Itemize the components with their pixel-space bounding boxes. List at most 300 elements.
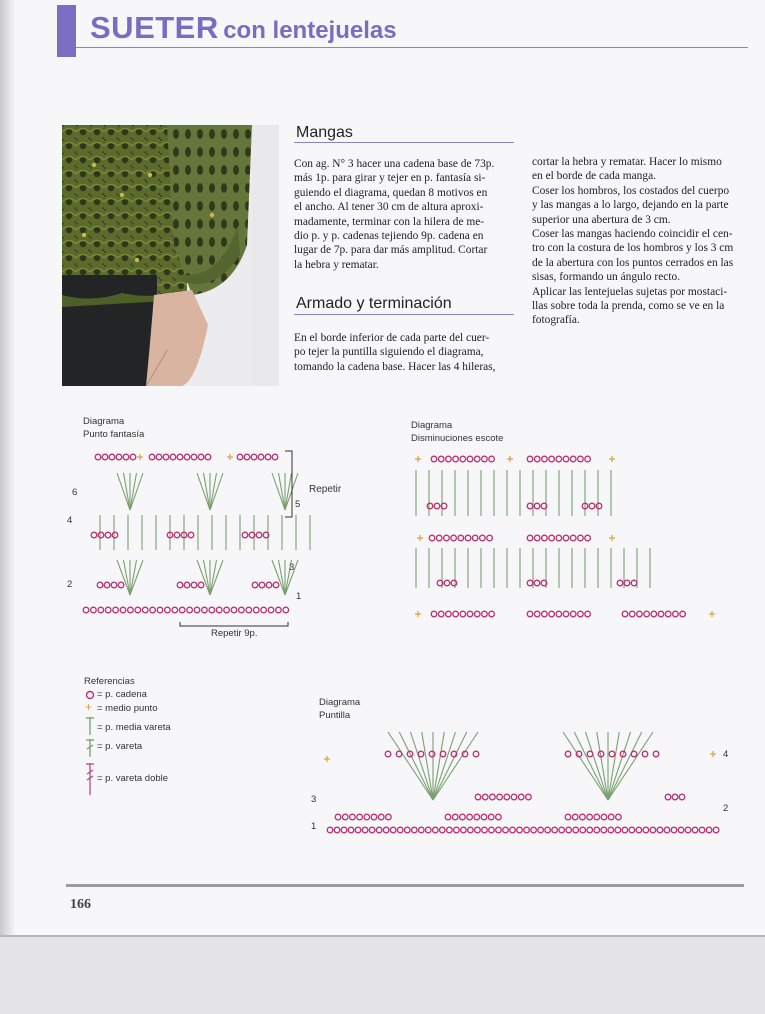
diagram-puntilla-subtitle: Puntilla bbox=[319, 710, 351, 721]
double-stitch-icon bbox=[130, 560, 143, 595]
chain-stitch-icon bbox=[566, 827, 572, 833]
chain-stitch-icon bbox=[135, 607, 141, 613]
text-line: tro con la costura de los hombros y los 3 cm bbox=[532, 242, 734, 255]
row-label-3: 3 bbox=[289, 562, 295, 573]
chain-stitch-icon bbox=[475, 794, 481, 800]
diagram-fantasia-title: Diagrama bbox=[83, 416, 125, 427]
double-stitch-icon bbox=[272, 473, 285, 510]
chain-stitch-icon bbox=[246, 607, 252, 613]
chain-stitch-icon bbox=[427, 503, 433, 509]
chain-stitch-icon bbox=[444, 580, 450, 586]
chain-stitch-icon bbox=[113, 607, 119, 613]
chain-stitch-icon bbox=[524, 827, 530, 833]
text-line: fotografía. bbox=[532, 314, 580, 327]
chain-stitch-icon bbox=[664, 827, 670, 833]
chain-stitch-icon bbox=[631, 751, 637, 757]
chain-stitch-icon bbox=[482, 794, 488, 800]
chain-stitch-icon bbox=[396, 751, 402, 757]
text-line: y las mangas a lo largo, dejando en la parte bbox=[532, 199, 729, 212]
chain-stitch-icon bbox=[587, 814, 593, 820]
chain-stitch-icon bbox=[580, 814, 586, 820]
chain-stitch-icon bbox=[490, 794, 496, 800]
chain-stitch-icon bbox=[266, 582, 272, 588]
chain-stitch-icon bbox=[334, 827, 340, 833]
chain-stitch-icon bbox=[496, 827, 502, 833]
section-rule-mangas bbox=[294, 142, 514, 143]
chain-stitch-icon bbox=[487, 535, 493, 541]
chain-stitch-icon bbox=[503, 827, 509, 833]
chain-stitch-icon bbox=[429, 535, 435, 541]
footer-rule bbox=[66, 884, 744, 887]
chain-stitch-icon bbox=[665, 611, 671, 617]
chain-stitch-icon bbox=[549, 611, 555, 617]
double-stitch-icon bbox=[130, 473, 137, 510]
chain-stitch-icon bbox=[510, 827, 516, 833]
chain-stitch-icon bbox=[585, 456, 591, 462]
chain-stitch-icon bbox=[644, 611, 650, 617]
chain-stitch-icon bbox=[451, 535, 457, 541]
chain-stitch-icon bbox=[563, 535, 569, 541]
double-stitch-icon bbox=[411, 732, 434, 800]
chain-stitch-icon bbox=[480, 535, 486, 541]
chain-stitch-icon bbox=[436, 535, 442, 541]
double-stitch-icon bbox=[204, 473, 211, 510]
title-accent-bar bbox=[57, 5, 76, 57]
chain-stitch-icon bbox=[276, 607, 282, 613]
reference-single-crochet: = medio punto bbox=[97, 703, 158, 714]
text-line: tomando la cadena base. Hacer las 4 hileras, bbox=[294, 360, 496, 373]
chain-stitch-icon bbox=[242, 532, 248, 538]
text-line: Con ag. N° 3 hacer una cadena base de 73p. bbox=[294, 158, 495, 170]
chain-stitch-icon bbox=[431, 611, 437, 617]
chain-stitch-icon bbox=[585, 535, 591, 541]
chain-stitch-icon bbox=[460, 456, 466, 462]
double-stitch-icon bbox=[130, 560, 137, 595]
chain-stitch-icon bbox=[563, 456, 569, 462]
double-stitch-icon bbox=[204, 560, 211, 595]
chain-stitch-icon bbox=[608, 827, 614, 833]
section-heading-armado: Armado y terminación bbox=[296, 295, 452, 312]
chain-stitch-icon bbox=[657, 827, 663, 833]
chain-stitch-icon bbox=[355, 827, 361, 833]
chain-stitch-icon bbox=[489, 456, 495, 462]
chain-stitch-icon bbox=[386, 814, 392, 820]
chain-stitch-icon bbox=[651, 611, 657, 617]
double-stitch-icon bbox=[433, 732, 478, 800]
double-stitch-icon bbox=[124, 560, 131, 595]
chain-stitch-icon bbox=[444, 535, 450, 541]
chain-stitch-icon bbox=[617, 580, 623, 586]
diagram-punto-fantasia bbox=[60, 445, 360, 645]
chain-stitch-icon bbox=[411, 827, 417, 833]
row-label-6: 6 bbox=[72, 487, 78, 498]
chain-stitch-icon bbox=[706, 827, 712, 833]
chain-stitch-icon bbox=[327, 827, 333, 833]
chain-stitch-icon bbox=[371, 814, 377, 820]
references-title: Referencias bbox=[84, 676, 135, 687]
chain-stitch-icon bbox=[601, 827, 607, 833]
chain-stitch-icon bbox=[253, 607, 259, 613]
chain-stitch-icon bbox=[573, 827, 579, 833]
diagram-puntilla-title: Diagrama bbox=[319, 697, 361, 708]
chain-stitch-icon bbox=[348, 827, 354, 833]
chain-stitch-icon bbox=[116, 454, 122, 460]
chain-stitch-icon bbox=[109, 454, 115, 460]
chain-stitch-icon bbox=[474, 456, 480, 462]
chain-stitch-icon bbox=[475, 827, 481, 833]
chain-stitch-icon bbox=[489, 611, 495, 617]
chain-stitch-icon bbox=[601, 814, 607, 820]
chain-stitch-icon bbox=[527, 611, 533, 617]
chain-stitch-icon bbox=[622, 611, 628, 617]
puntilla-row-2: 2 bbox=[723, 803, 729, 814]
chain-stitch-icon bbox=[434, 503, 440, 509]
chain-stitch-icon bbox=[95, 454, 101, 460]
chain-stitch-icon bbox=[488, 814, 494, 820]
double-stitch-icon bbox=[272, 560, 285, 595]
chain-stitch-icon bbox=[699, 827, 705, 833]
double-stitch-icon bbox=[279, 473, 286, 510]
chain-stitch-icon bbox=[570, 535, 576, 541]
double-stitch-icon bbox=[279, 560, 286, 595]
chain-stitch-icon bbox=[496, 814, 502, 820]
chain-stitch-icon bbox=[451, 580, 457, 586]
chain-stitch-icon bbox=[559, 827, 565, 833]
double-stitch-icon bbox=[608, 732, 642, 800]
text-line: llas sobre toda la prenda, como se ve en la bbox=[532, 300, 725, 313]
double-stitch-icon bbox=[285, 473, 292, 510]
chain-stitch-icon bbox=[538, 827, 544, 833]
double-stitch-icon bbox=[608, 732, 653, 800]
chain-stitch-icon bbox=[231, 607, 237, 613]
chain-stitch-icon bbox=[187, 607, 193, 613]
chain-stitch-icon bbox=[636, 827, 642, 833]
chain-stitch-icon bbox=[594, 827, 600, 833]
chain-stitch-icon bbox=[447, 827, 453, 833]
chain-stitch-icon bbox=[467, 814, 473, 820]
chain-stitch-icon bbox=[418, 751, 424, 757]
chain-stitch-icon bbox=[468, 827, 474, 833]
chain-stitch-icon bbox=[385, 751, 391, 757]
chain-stitch-icon bbox=[517, 827, 523, 833]
double-stitch-icon bbox=[130, 473, 143, 510]
chain-stitch-icon bbox=[473, 751, 479, 757]
chain-stitch-icon bbox=[680, 611, 686, 617]
diagram-puntilla bbox=[318, 712, 728, 840]
chain-stitch-icon bbox=[467, 611, 473, 617]
chain-stitch-icon bbox=[578, 611, 584, 617]
reference-half-double: = p. media vareta bbox=[97, 722, 171, 733]
chain-stitch-icon bbox=[383, 827, 389, 833]
chain-stitch-icon bbox=[111, 582, 117, 588]
chain-stitch-icon bbox=[629, 611, 635, 617]
puntilla-row-1: 1 bbox=[311, 821, 317, 832]
chain-stitch-icon bbox=[433, 827, 439, 833]
chain-stitch-icon bbox=[105, 607, 111, 613]
chain-stitch-icon bbox=[653, 751, 659, 757]
row-label-2: 2 bbox=[67, 579, 73, 590]
chain-stitch-icon bbox=[91, 607, 97, 613]
double-stitch-icon bbox=[117, 473, 130, 510]
chain-stitch-icon bbox=[527, 535, 533, 541]
chain-stitch-icon bbox=[142, 607, 148, 613]
chain-stitch-icon bbox=[198, 582, 204, 588]
text-line: po tejer la puntilla siguiendo el diagrama, bbox=[294, 346, 484, 359]
chain-stitch-icon bbox=[526, 794, 532, 800]
double-stitch-icon bbox=[210, 560, 217, 595]
chain-stitch-icon bbox=[481, 814, 487, 820]
diagram-disminuciones-escote bbox=[400, 448, 730, 628]
row-label-5: 5 bbox=[295, 499, 301, 510]
chain-stitch-icon bbox=[202, 607, 208, 613]
diagram-fantasia-subtitle: Punto fantasía bbox=[83, 429, 145, 440]
chain-stitch-icon bbox=[609, 751, 615, 757]
double-stitch-icon bbox=[608, 732, 631, 800]
text-line: sisas, formando un ángulo recto. bbox=[532, 271, 681, 284]
reference-double: = p. vareta bbox=[97, 741, 143, 752]
chain-stitch-icon bbox=[128, 607, 134, 613]
text-line: dio p. y p. cadenas tejiendo 9p. cadena en bbox=[294, 230, 484, 243]
text-line: cortar la hebra y rematar. Hacer lo mismo bbox=[532, 156, 722, 168]
double-stitch-icon bbox=[433, 732, 467, 800]
chain-stitch-icon bbox=[261, 607, 267, 613]
chain-stitch-icon bbox=[518, 794, 524, 800]
chain-stitch-icon bbox=[608, 814, 614, 820]
mangas-text bbox=[294, 157, 516, 272]
chain-stitch-icon bbox=[184, 582, 190, 588]
chain-stitch-icon bbox=[556, 456, 562, 462]
chain-stitch-icon bbox=[511, 794, 517, 800]
double-stitch-icon bbox=[197, 560, 210, 595]
chain-stitch-icon bbox=[198, 454, 204, 460]
repeat-side-label: Repetir bbox=[309, 484, 342, 495]
chain-stitch-icon bbox=[357, 814, 363, 820]
chain-stitch-icon bbox=[191, 582, 197, 588]
chain-stitch-icon bbox=[172, 607, 178, 613]
chain-stitch-icon bbox=[565, 751, 571, 757]
text-line: más 1p. para girar y tejer en p. fantasía si- bbox=[294, 172, 486, 185]
chain-stitch-icon bbox=[552, 827, 558, 833]
chain-stitch-icon bbox=[692, 827, 698, 833]
chain-stitch-icon bbox=[369, 827, 375, 833]
chain-stitch-icon bbox=[631, 580, 637, 586]
chain-stitch-icon bbox=[118, 582, 124, 588]
chain-stitch-icon bbox=[216, 607, 222, 613]
chain-stitch-icon bbox=[497, 794, 503, 800]
text-line: superior una abertura de 3 cm. bbox=[532, 213, 671, 226]
chain-stitch-icon bbox=[150, 607, 156, 613]
chain-stitch-icon bbox=[91, 532, 97, 538]
chain-stitch-icon bbox=[578, 456, 584, 462]
chain-stitch-icon bbox=[237, 454, 243, 460]
double-stitch-icon bbox=[388, 732, 433, 800]
chain-stitch-icon bbox=[527, 456, 533, 462]
double-stitch-icon bbox=[586, 732, 609, 800]
next-page-edge bbox=[0, 935, 765, 1014]
chain-stitch-icon bbox=[461, 827, 467, 833]
chain-stitch-icon bbox=[283, 607, 289, 613]
chain-stitch-icon bbox=[460, 611, 466, 617]
chain-stitch-icon bbox=[615, 827, 621, 833]
chain-stitch-icon bbox=[637, 611, 643, 617]
chain-stitch-icon bbox=[438, 611, 444, 617]
chain-stitch-icon bbox=[460, 814, 466, 820]
chain-stitch-icon bbox=[179, 607, 185, 613]
text-line: guiendo el diagrama, quedan 8 motivos en bbox=[294, 186, 488, 199]
chain-stitch-icon bbox=[446, 456, 452, 462]
chain-stitch-icon bbox=[256, 532, 262, 538]
chain-stitch-icon bbox=[376, 827, 382, 833]
chain-stitch-icon bbox=[465, 535, 471, 541]
text-line: en el borde de cada manga. bbox=[532, 170, 656, 183]
chain-stitch-icon bbox=[244, 454, 250, 460]
chain-stitch-icon bbox=[585, 611, 591, 617]
chain-stitch-icon bbox=[673, 611, 679, 617]
chain-stitch-icon bbox=[534, 580, 540, 586]
chain-stitch-icon bbox=[578, 535, 584, 541]
text-line: la hebra y rematar. bbox=[294, 258, 379, 271]
chain-stitch-icon bbox=[98, 532, 104, 538]
chain-stitch-icon bbox=[467, 456, 473, 462]
chain-stitch-icon bbox=[163, 454, 169, 460]
chain-stitch-icon bbox=[658, 611, 664, 617]
chain-stitch-icon bbox=[596, 503, 602, 509]
chain-stitch-icon bbox=[364, 814, 370, 820]
double-stitch-icon bbox=[399, 732, 433, 800]
chain-stitch-icon bbox=[112, 532, 118, 538]
reference-treble: = p. vareta doble bbox=[97, 773, 169, 784]
chain-stitch-icon bbox=[452, 814, 458, 820]
chain-stitch-icon bbox=[342, 814, 348, 820]
chain-stitch-icon bbox=[83, 607, 89, 613]
chain-stitch-icon bbox=[542, 456, 548, 462]
chain-stitch-icon bbox=[265, 454, 271, 460]
chain-stitch-icon bbox=[252, 582, 258, 588]
double-stitch-icon bbox=[433, 732, 456, 800]
chain-stitch-icon bbox=[97, 582, 103, 588]
page-number: 166 bbox=[70, 897, 91, 912]
chain-stitch-icon bbox=[565, 814, 571, 820]
chain-stitch-icon bbox=[534, 456, 540, 462]
repeat-bottom-label: Repetir 9p. bbox=[211, 628, 258, 639]
chain-stitch-icon bbox=[534, 535, 540, 541]
chain-stitch-icon bbox=[397, 827, 403, 833]
chain-stitch-icon bbox=[165, 607, 171, 613]
title-sub: con lentejuelas bbox=[223, 17, 397, 44]
chain-stitch-icon bbox=[482, 827, 488, 833]
chain-stitch-icon bbox=[209, 607, 215, 613]
chain-stitch-icon bbox=[272, 454, 278, 460]
chain-stitch-icon bbox=[378, 814, 384, 820]
double-stitch-icon bbox=[210, 473, 217, 510]
chain-stitch-icon bbox=[482, 611, 488, 617]
chain-stitch-icon bbox=[404, 827, 410, 833]
chain-stitch-icon bbox=[679, 794, 685, 800]
chain-stitch-icon bbox=[587, 751, 593, 757]
chain-stitch-icon bbox=[549, 535, 555, 541]
chain-stitch-icon bbox=[482, 456, 488, 462]
chain-stitch-icon bbox=[458, 535, 464, 541]
chain-stitch-icon bbox=[549, 456, 555, 462]
chain-stitch-icon bbox=[425, 827, 431, 833]
diagram-escote-subtitle: Disminuciones escote bbox=[411, 433, 504, 444]
text-line: Coser los hombros, los costados del cuerpo bbox=[532, 184, 730, 197]
chain-stitch-icon bbox=[239, 607, 245, 613]
chain-stitch-icon bbox=[191, 454, 197, 460]
chain-stitch-icon bbox=[188, 532, 194, 538]
chain-stitch-icon bbox=[616, 814, 622, 820]
chain-stitch-icon bbox=[556, 611, 562, 617]
section-rule-armado bbox=[294, 314, 514, 315]
row-label-4: 4 bbox=[67, 515, 73, 526]
chain-stitch-icon bbox=[120, 607, 126, 613]
puntilla-row-3: 3 bbox=[311, 794, 317, 805]
puntilla-row-4: 4 bbox=[723, 749, 729, 760]
chain-stitch-icon bbox=[534, 611, 540, 617]
chain-stitch-icon bbox=[624, 580, 630, 586]
text-line: En el borde inferior de cada parte del cuer- bbox=[294, 332, 490, 344]
double-stitch-icon bbox=[563, 732, 608, 800]
chain-stitch-icon bbox=[390, 827, 396, 833]
chain-stitch-icon bbox=[527, 503, 533, 509]
text-line: de la abertura con los puntos cerrados en las bbox=[532, 256, 734, 269]
sweater-photo bbox=[62, 125, 279, 386]
chain-stitch-icon bbox=[224, 607, 230, 613]
chain-stitch-icon bbox=[102, 454, 108, 460]
chain-stitch-icon bbox=[454, 827, 460, 833]
text-line: lugar de 7p. para dar más amplitud. Cortar bbox=[294, 244, 488, 257]
chain-stitch-icon bbox=[149, 454, 155, 460]
chain-stitch-icon bbox=[563, 611, 569, 617]
chain-stitch-icon bbox=[643, 827, 649, 833]
reference-chain: = p. cadena bbox=[97, 689, 147, 700]
chain-stitch-icon bbox=[622, 827, 628, 833]
single-crochet-symbol-icon: + bbox=[85, 700, 93, 714]
chain-stitch-icon bbox=[362, 827, 368, 833]
chain-symbol-icon bbox=[87, 692, 94, 699]
chain-stitch-icon bbox=[194, 607, 200, 613]
chain-stitch-icon bbox=[580, 827, 586, 833]
chain-stitch-icon bbox=[98, 607, 104, 613]
chain-stitch-icon bbox=[156, 454, 162, 460]
page-title bbox=[90, 10, 397, 46]
chain-stitch-icon bbox=[445, 814, 451, 820]
chain-stitch-icon bbox=[335, 814, 341, 820]
chain-stitch-icon bbox=[177, 582, 183, 588]
chain-stitch-icon bbox=[556, 535, 562, 541]
chain-stitch-icon bbox=[642, 751, 648, 757]
chain-stitch-icon bbox=[474, 814, 480, 820]
chain-stitch-icon bbox=[572, 814, 578, 820]
diagram-escote-title: Diagrama bbox=[411, 420, 453, 431]
chain-stitch-icon bbox=[589, 503, 595, 509]
chain-stitch-icon bbox=[678, 827, 684, 833]
chain-stitch-icon bbox=[341, 827, 347, 833]
chain-stitch-icon bbox=[446, 611, 452, 617]
chain-stitch-icon bbox=[429, 751, 435, 757]
chain-stitch-icon bbox=[671, 827, 677, 833]
armado-text bbox=[294, 331, 516, 374]
chain-stitch-icon bbox=[259, 582, 265, 588]
chain-stitch-icon bbox=[157, 607, 163, 613]
text-line: madamente, terminar con la hilera de me- bbox=[294, 215, 485, 228]
chain-stitch-icon bbox=[184, 454, 190, 460]
section-heading-mangas: Mangas bbox=[296, 124, 353, 141]
chain-stitch-icon bbox=[713, 827, 719, 833]
chain-stitch-icon bbox=[534, 503, 540, 509]
chain-stitch-icon bbox=[438, 456, 444, 462]
chain-stitch-icon bbox=[177, 454, 183, 460]
